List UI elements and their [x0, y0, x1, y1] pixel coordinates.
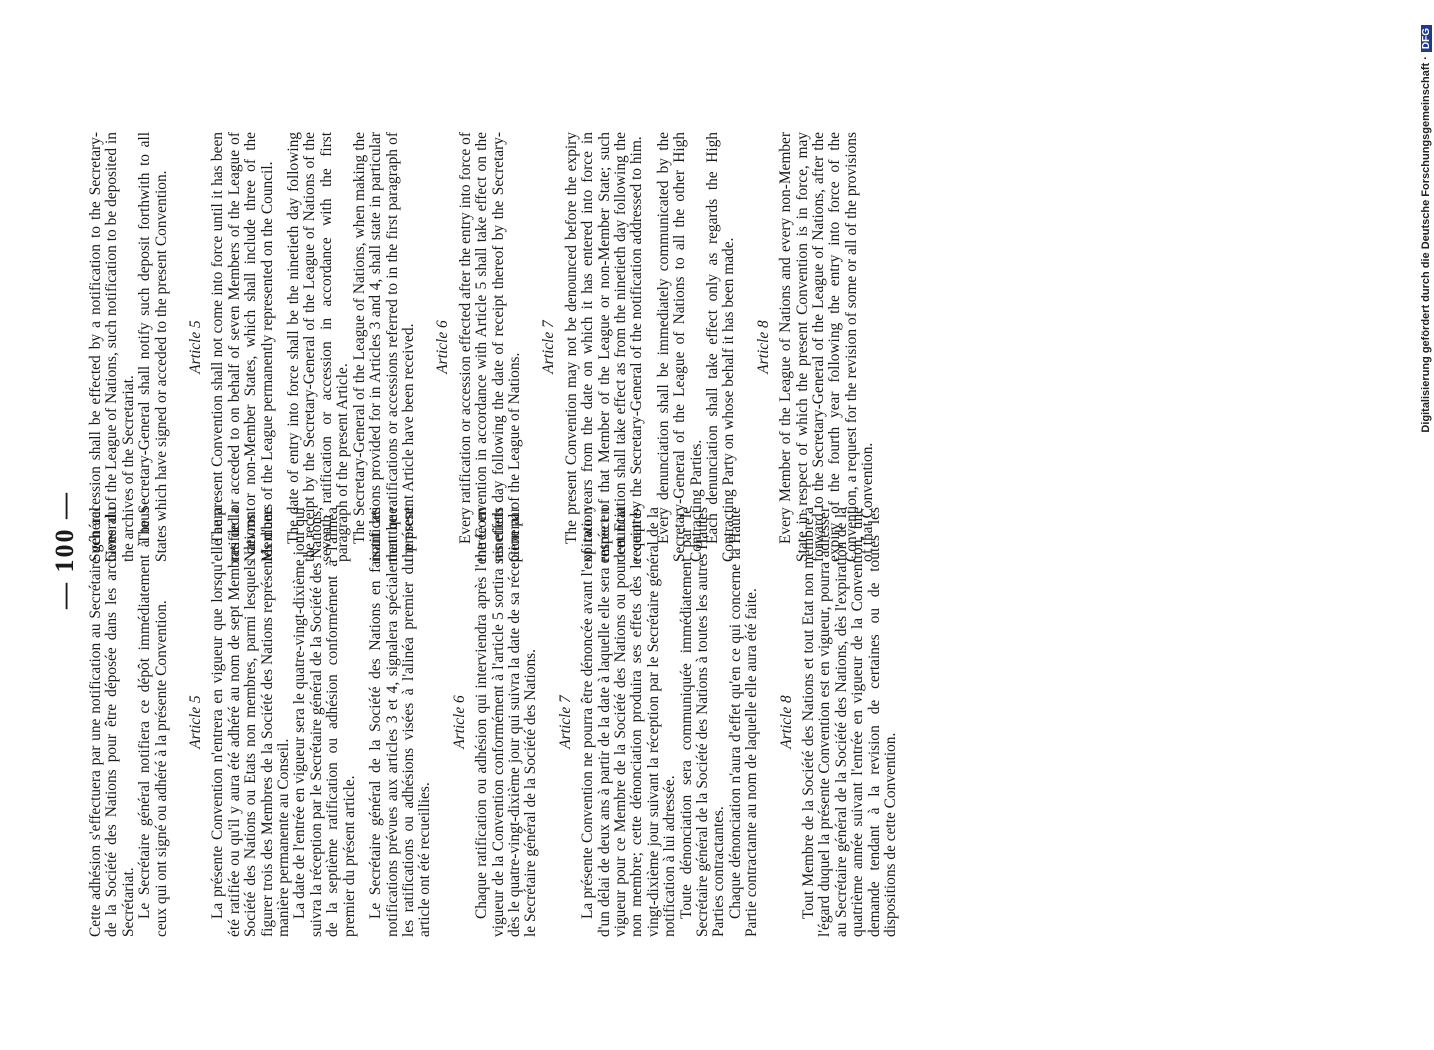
en-article-6-paragraph-1: Every ratification or accession effected after the entry into force of the Convention in accordance with Article 5 shall take effect on the ninetieth day following the date of receipt thereof by the Secretary-General of the League of Nations. [456, 132, 523, 562]
en-article-5-paragraph-2: The date of entry into force shall be the ninetieth day following the receipt by the Secretary-General of the League of Nations of the seventh ratification or accession in accordance with the first paragraph of the present Article. [285, 132, 352, 562]
fr-article-7-paragraph-1: La présente Convention ne pourra être dénoncée avant l'expiration d'un délai de deux ans à partir de la date à laquelle elle sera entrée en vigueur pour ce Membre de la Société des Nations ou pour cet Etat non membre; cette dénonciation produira ses effets dès le quatre-vingt-dixième jour suivant la réception par le Secrétaire général de la notification à lui adressée. [579, 507, 679, 937]
fr-intro-paragraph: Cette adhésion s'effectuera par une notification au Secrétaire général de la Société des Nations pour être déposée dans les archives du Secrétariat. [87, 507, 137, 937]
fr-article-5-paragraph-3: Le Secrétaire général de la Société des Nations en faisant les notifications prévues aux articles 3 et 4, signalera spécialement que les ratifications ou adhésions visées à l'alinéa premier du présent article ont été recueillies. [367, 507, 434, 937]
fr-article-5-paragraph-2: La date de l'entrée en vigueur sera le quatre-vingt-dixième jour qui suivra la réception par le Secrétaire général de la Société des Nations, de la septième ratification ou adhésion conformément à l'alinéa premier du présent article. [291, 507, 358, 937]
fr-intro-paragraph-2: Le Secrétaire général notifiera ce dépôt immédiatement à tous ceux qui ont signé ou adhéré à la présente Convention. [136, 507, 170, 937]
fr-article-6-paragraph-1: Chaque ratification ou adhésion qui interviendra après l'entrée en vigueur de la Convention conformément à l'article 5 sortira ses effets dès le quatre-vingt-dixième jour qui suivra la date de sa réception par le Secrétaire général de la Société des Nations. [473, 507, 540, 937]
en-article-6-title: Article 6 [434, 320, 452, 374]
dfg-logo: DFG [1421, 25, 1432, 52]
en-intro-paragraph: Such accession shall be effected by a notification to the Secretary-General of the League of Nations, such notification to be deposited in the archives of the Secretariat. [87, 132, 137, 562]
en-article-7-paragraph-1: The present Convention may not be denounced before the expiry of two years from the date on which it has entered into force in respect of that Member of the League or non-Member State; such denunciation shall take effect as from the ninetieth day following the receipt by the Secretary-General of the notification addressed to him. [562, 132, 646, 562]
en-article-7-title: Article 7 [540, 320, 558, 374]
fr-article-8-paragraph-1: Tout Membre de la Société des Nations et tout Etat non membre à l'égard duquel la présente Convention est en vigueur, pourra adresser au Secrétaire général de la Société des Nations, dès l'expiration de la quatrième année suivant l'entrée en vigueur de la Convention, une demande tendant à la revision de certaines ou de toutes les dispositions de cette Convention. [800, 507, 900, 937]
fr-article-8-title: Article 8 [777, 695, 795, 749]
french-column [88, 507, 899, 937]
en-article-7-paragraph-3: Each denunciation shall take effect only as regards the High Contracting Party on whose behalf it has been made. [704, 132, 738, 562]
digitization-credit-text: Digitalisierung gefördert durch die Deutsche Forschungsgemeinschaft · [1420, 56, 1432, 433]
en-article-5-paragraph-3: The Secretary-General of the League of Nations, when making the notifications provided for in Articles 3 and 4, shall state in particular that the ratifications or accessions referred to in the first paragraph of the present Article have been received. [350, 132, 417, 562]
en-article-7-paragraph-2: Every denunciation shall be immediately communicated by the Secretary-General of the League of Nations to all the other High Contracting Parties. [654, 132, 705, 562]
english-column [88, 132, 877, 562]
fr-article-5-title: Article 5 [187, 695, 205, 749]
en-article-5-paragraph-1: The present Convention shall not come into force until it has been ratified or acceded to on behalf of seven Members of the League of Nations or non-Member States, which shall include three of the Members of the League permanently represented on the Council. [209, 132, 276, 562]
digitization-credit-strip [1416, 0, 1434, 1000]
en-article-8-paragraph-1: Every Member of the League of Nations and every non-Member State in respect of which the present Convention is in force, may forward to the Secretary-General of the League of Nations, after the expiry of the fourth year following the entry into force of the Convention, a request for the revision of some or all of the provisions of that Convention. [777, 132, 877, 562]
en-intro-paragraph-2: The Secretary-General shall notify such deposit forthwith to all States which have signed or acceded to the present Convention. [136, 132, 170, 562]
document-page [0, 50, 1384, 1050]
fr-article-7-title: Article 7 [556, 695, 574, 749]
en-article-8-title: Article 8 [754, 320, 772, 374]
fr-article-7-paragraph-2: Toute dénonciation sera communiquée immédiatement par le Secrétaire général de la Société des Nations à toutes les autres Hautes Parties contractantes. [677, 507, 728, 937]
fr-article-6-title: Article 6 [450, 695, 468, 749]
fr-article-5-paragraph-1: La présente Convention n'entrera en vigueur que lorsqu'elle aura été ratifiée ou qu'il y aura été adhéré au nom de sept Membres de la Société des Nations ou Etats non membres, parmi lesquels devront figurer trois des Membres de la Société des Nations représentés d'une manière permanente au Conseil. [209, 507, 293, 937]
fr-article-7-paragraph-3: Chaque dénonciation n'aura d'effet qu'en ce qui concerne la Haute Partie contractante au nom de laquelle elle aura été faite. [726, 507, 761, 937]
en-article-5-title: Article 5 [187, 320, 205, 374]
page-number: — 100 — [50, 491, 79, 609]
